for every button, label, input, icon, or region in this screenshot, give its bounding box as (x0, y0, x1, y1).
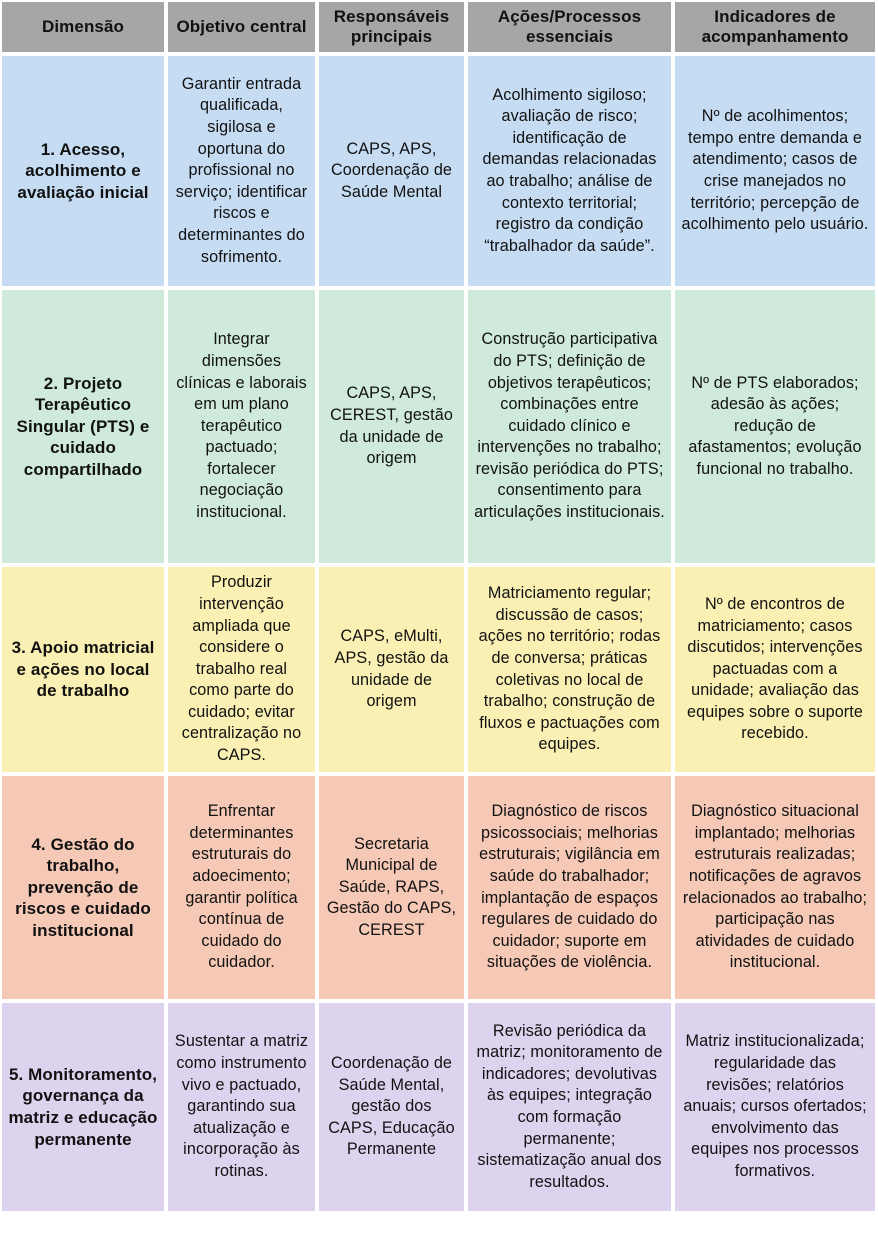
header-objetivo: Objetivo central (168, 2, 315, 52)
row3-responsaveis: CAPS, eMulti, APS, gestão da unidade de origem (319, 567, 464, 772)
header-responsaveis: Responsáveis principais (319, 2, 464, 52)
row5-acoes: Revisão periódica da matriz; monitoramento de indicadores; devolutivas às equipes; integração com formação permanente; sistematização anual dos resultados. (468, 1003, 671, 1211)
row2-objetivo: Integrar dimensões clínicas e laborais em um plano terapêutico pactuado; fortalecer negociação institucional. (168, 290, 315, 563)
row5-responsaveis: Coordenação de Saúde Mental, gestão dos CAPS, Educação Permanente (319, 1003, 464, 1211)
row1-dimensao: 1. Acesso, acolhimento e avaliação inicial (2, 56, 164, 286)
header-acoes: Ações/Processos essenciais (468, 2, 671, 52)
row5-objetivo: Sustentar a matriz como instrumento vivo e pactuado, garantindo sua atualização e incorporação às rotinas. (168, 1003, 315, 1211)
row5-dimensao: 5. Monitoramento, governança da matriz e educação permanente (2, 1003, 164, 1211)
row4-responsaveis: Secretaria Municipal de Saúde, RAPS, Gestão do CAPS, CEREST (319, 776, 464, 999)
row2-responsaveis: CAPS, APS, CEREST, gestão da unidade de origem (319, 290, 464, 563)
row2-dimensao: 2. Projeto Terapêutico Singular (PTS) e cuidado compartilhado (2, 290, 164, 563)
row3-dimensao: 3. Apoio matricial e ações no local de trabalho (2, 567, 164, 772)
row1-indicadores: Nº de acolhimentos; tempo entre demanda e atendimento; casos de crise manejados no território; percepção de acolhimento pelo usuário. (675, 56, 875, 286)
row3-indicadores: Nº de encontros de matriciamento; casos discutidos; intervenções pactuadas com a unidade; avaliação das equipes sobre o suporte recebido. (675, 567, 875, 772)
row4-acoes: Diagnóstico de riscos psicossociais; melhorias estruturais; vigilância em saúde do trabalhador; implantação de espaços regulares de cuidado do cuidador; suporte em situações de violência. (468, 776, 671, 999)
row2-acoes: Construção participativa do PTS; definição de objetivos terapêuticos; combinações entre cuidado clínico e intervenções no trabalho; revisão periódica do PTS; consentimento para articulações institucionais. (468, 290, 671, 563)
row3-objetivo: Produzir intervenção ampliada que considere o trabalho real como parte do cuidado; evitar centralização no CAPS. (168, 567, 315, 772)
row4-indicadores: Diagnóstico situacional implantado; melhorias estruturais realizadas; notificações de agravos relacionados ao trabalho; participação nas atividades de cuidado institucional. (675, 776, 875, 999)
header-indicadores: Indicadores de acompanhamento (675, 2, 875, 52)
row5-indicadores: Matriz institucionalizada; regularidade das revisões; relatórios anuais; cursos ofertados; envolvimento das equipes nos processos formativos. (675, 1003, 875, 1211)
row1-acoes: Acolhimento sigiloso; avaliação de risco; identificação de demandas relacionadas ao trabalho; análise de contexto territorial; registro da condição “trabalhador da saúde”. (468, 56, 671, 286)
row1-objetivo: Garantir entrada qualificada, sigilosa e oportuna do profissional no serviço; identificar riscos e determinantes do sofrimento. (168, 56, 315, 286)
matrix-table (2, 2, 875, 1203)
row3-acoes: Matriciamento regular; discussão de casos; ações no território; rodas de conversa; práticas coletivas no local de trabalho; construção de fluxos e pactuações com equipes. (468, 567, 671, 772)
row1-responsaveis: CAPS, APS, Coordenação de Saúde Mental (319, 56, 464, 286)
row4-objetivo: Enfrentar determinantes estruturais do adoecimento; garantir política contínua de cuidado do cuidador. (168, 776, 315, 999)
row4-dimensao: 4. Gestão do trabalho, prevenção de riscos e cuidado institucional (2, 776, 164, 999)
header-dimensao: Dimensão (2, 2, 164, 52)
row2-indicadores: Nº de PTS elaborados; adesão às ações; redução de afastamentos; evolução funcional no trabalho. (675, 290, 875, 563)
